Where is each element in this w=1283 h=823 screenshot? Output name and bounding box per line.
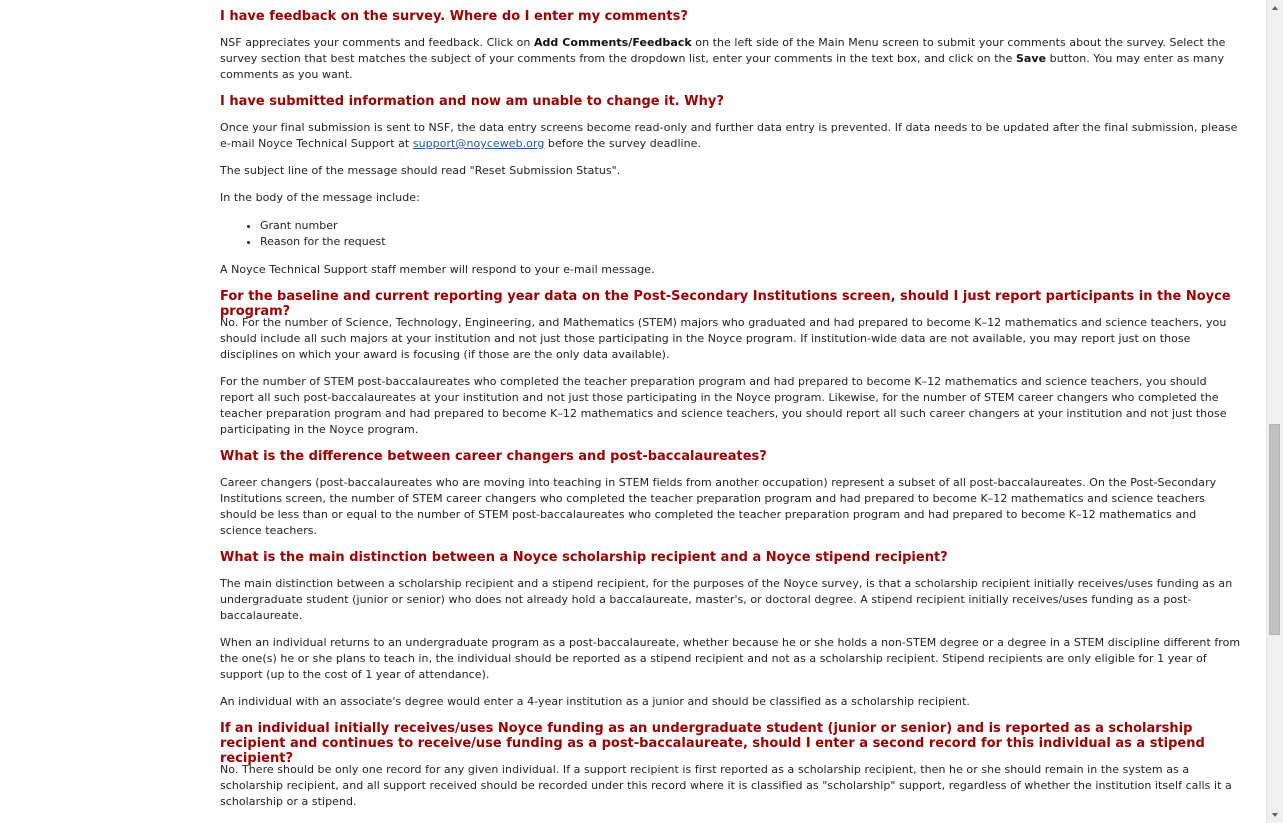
save-label: Save bbox=[1015, 52, 1047, 65]
triangle-up-icon bbox=[1272, 6, 1278, 10]
faq-question-baseline: For the baseline and current reporting year data on the Post-Secondary Institutions screen, should I just report participants in the Noyce program? bbox=[220, 289, 1231, 319]
support-email-link[interactable]: support@noyceweb.org bbox=[412, 137, 545, 150]
faq-question-scholarship-stipend: What is the main distinction between a Noyce scholarship recipient and a Noyce stipend recipient? bbox=[220, 550, 948, 565]
faq-question-second-record: If an individual initially receives/uses Noyce funding as an undergraduate student (junior or senior) and is reported as a scholarship recipient and continues to receive/use funding as a post-baccalaureate, should I enter a second record for this individual as a stipend recipient? bbox=[220, 721, 1205, 766]
faq-answer-feedback: NSF appreciates your comments and feedback. Click on Add Comments/Feedback on the left side of the Main Menu screen to submit your comments about the survey. Select the survey section that best matches the subject of your comments from the dropdown list, enter your comments in the text box, and click on the Save button. You may enter as many comments as you want. bbox=[220, 36, 1226, 81]
faq-answer-baseline-p1: No. For the number of Science, Technology, Engineering, and Mathematics (STEM) majors who graduated and had prepared to become K–12 mathematics and science teachers, you should include all such majors at your institution and not just those participating in the Noyce program. If institution-wide data are not available, you may report just on those disciplines on which your award is focusing (if those are the only data available). bbox=[220, 316, 1227, 361]
faq-answer-scholarship-stipend-p2: When an individual returns to an undergraduate program as a post-baccalaureate, whether because he or she holds a non-STEM degree or a degree in a STEM discipline different from the one(s) he or she plans to teach in, the individual should be reported as a stipend recipient and not as a scholarship recipient. Stipend recipients are only eligible for 1 year of support (up to the cost of 1 year of attendance). bbox=[220, 636, 1241, 681]
faq-question-career-changers: What is the difference between career changers and post-baccalaureates? bbox=[220, 449, 767, 464]
faq-question-feedback: I have feedback on the survey. Where do I enter my comments? bbox=[220, 9, 688, 24]
faq-answer-submitted-list bbox=[220, 218, 386, 250]
list-item: • Grant number bbox=[260, 218, 386, 234]
faq-answer-scholarship-stipend-p1: The main distinction between a scholarship recipient and a stipend recipient, for the purposes of the Noyce survey, is that a scholarship recipient initially receives/uses funding as an undergraduate student (junior or senior) who does not already hold a baccalaureate, master's, or doctoral degree. A stipend recipient initially receives/uses funding as a post-baccalaureate. bbox=[220, 577, 1233, 622]
faq-answer-submitted-p4: A Noyce Technical Support staff member will respond to your e-mail message. bbox=[220, 263, 655, 276]
faq-answer-baseline-p2: For the number of STEM post-baccalaureates who completed the teacher preparation program and had prepared to become K–12 mathematics and science teachers, you should report all such post-baccalaureates at your institution and not just those participating in the Noyce program. Likewise, for the number of STEM career changers who completed the teacher preparation program and had prepared to become K–12 mathematics and science teachers, you should report all such career changers at your institution and not just those participating in the Noyce program. bbox=[220, 375, 1227, 436]
faq-answer-scholarship-stipend-p3: An individual with an associate's degree would enter a 4-year institution as a junior and should be classified as a scholarship recipient. bbox=[220, 695, 970, 708]
add-comments-label: Add Comments/Feedback bbox=[533, 36, 692, 49]
faq-answer-second-record: No. There should be only one record for any given individual. If a support recipient is first reported as a scholarship recipient, then he or she should remain in the system as a scholarship recipient, and all support received should be recorded under this record where it is classified as "scholarship" support, regardless of whether the institution itself calls it a scholarship or a stipend. bbox=[220, 763, 1232, 808]
vertical-scrollbar[interactable] bbox=[1266, 0, 1283, 823]
faq-question-submitted: I have submitted information and now am unable to change it. Why? bbox=[220, 94, 724, 109]
scroll-thumb[interactable] bbox=[1269, 424, 1280, 635]
list-item: • Reason for the request bbox=[260, 234, 386, 250]
scroll-up-button[interactable] bbox=[1267, 0, 1283, 16]
faq-answer-submitted-p1: Once your final submission is sent to NSF, the data entry screens become read-only and further data entry is prevented. If data needs to be updated after the final submission, please e-mail Noyce Technical Support at support@noyceweb.org before the survey deadline. bbox=[220, 121, 1238, 150]
faq-answer-career-changers: Career changers (post-baccalaureates who are moving into teaching in STEM fields from another occupation) represent a subset of all post-baccalaureates. On the Post-Secondary Institutions screen, the number of STEM career changers who completed the teacher preparation program and had prepared to become K–12 mathematics and science teachers should be less than or equal to the number of STEM post-baccalaureates who completed the teacher preparation program and had prepared to become K–12 mathematics and science teachers. bbox=[220, 476, 1217, 537]
faq-answer-submitted-p2: The subject line of the message should read "Reset Submission Status". bbox=[220, 164, 621, 177]
faq-answer-submitted-p3: In the body of the message include: bbox=[220, 191, 420, 204]
scroll-down-button[interactable] bbox=[1267, 807, 1283, 823]
triangle-down-icon bbox=[1272, 813, 1278, 817]
